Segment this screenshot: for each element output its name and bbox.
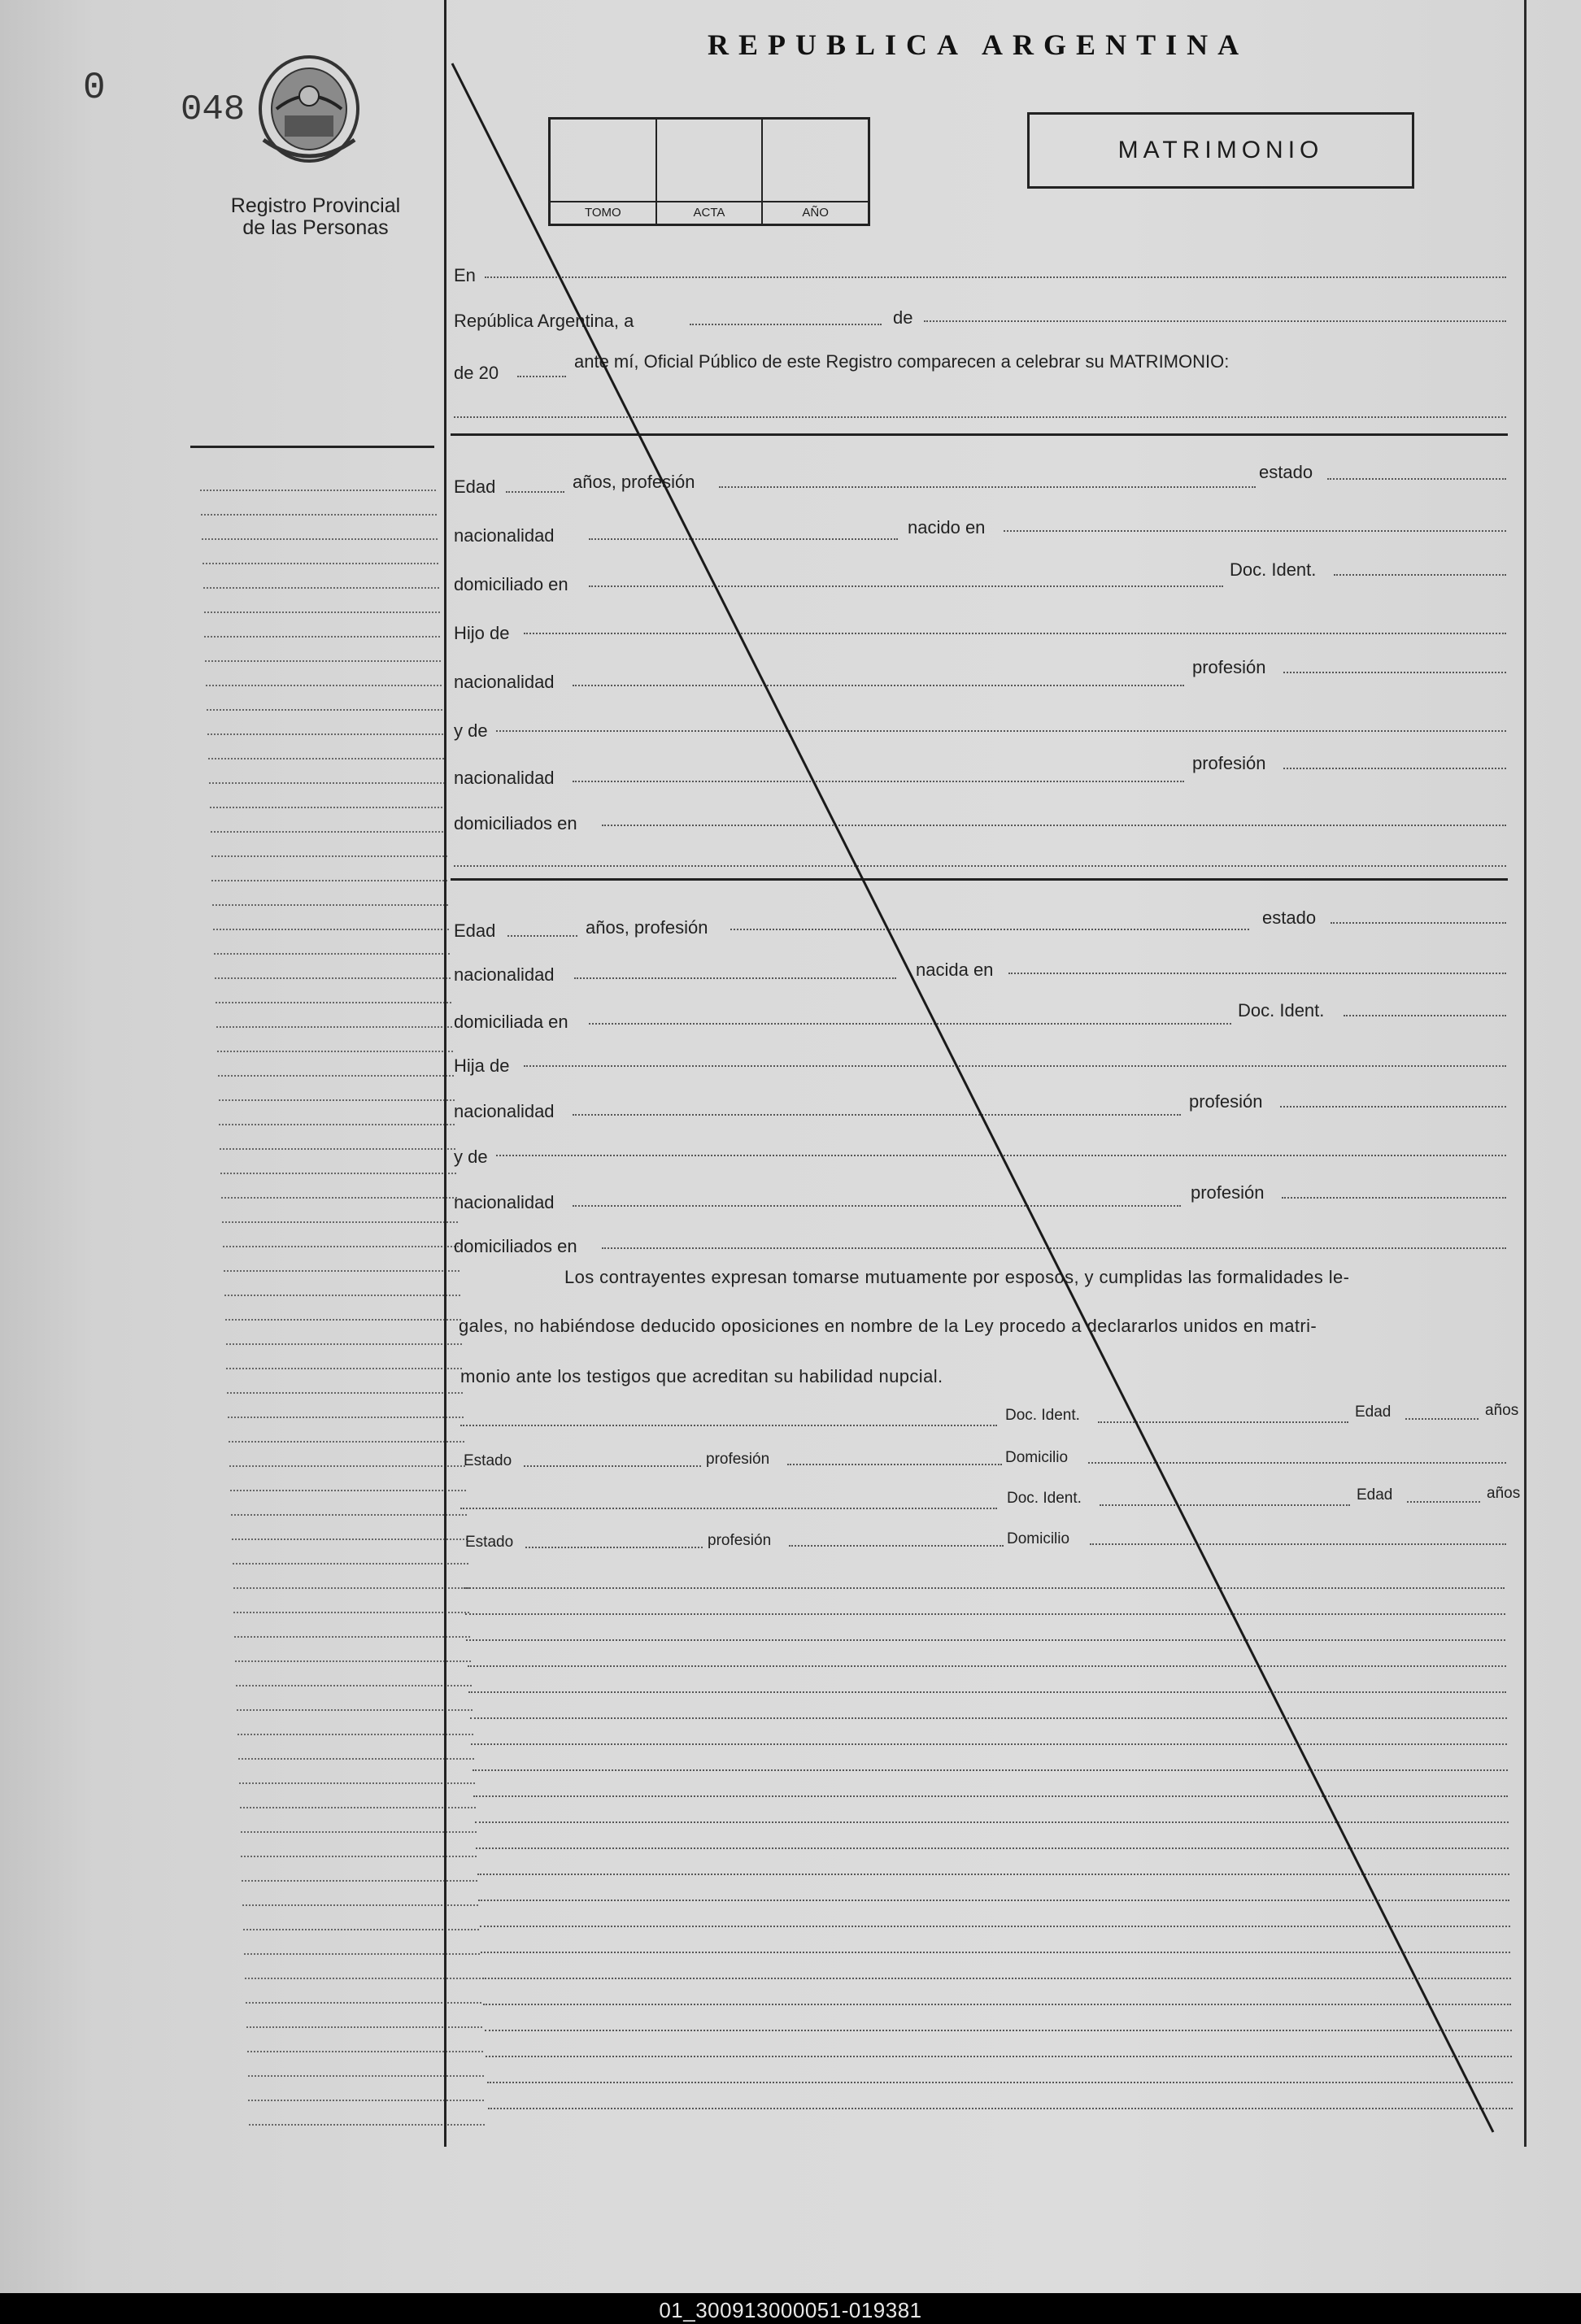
intro-statement: ante mí, Oficial Público de este Registro comparecen a celebrar su MATRIMONIO: [574,351,1230,372]
groom-mother-nacionalidad-label: nacionalidad [454,768,555,788]
year-prefix-label: de 20 [454,363,499,383]
bride-mother-nacionalidad-label: nacionalidad [454,1192,555,1212]
groom-nacido-en-label: nacido en [908,517,986,537]
bride-edad-label: Edad [454,920,496,941]
witness-1-doc-ident-label: Doc. Ident. [1005,1407,1080,1424]
registry-name-line-1: Registro Provincial [230,194,401,217]
witness-1-domicilio-label: Domicilio [1005,1449,1069,1466]
act-type-label: MATRIMONIO [1117,137,1324,163]
bride-doc-ident-label: Doc. Ident. [1238,1000,1325,1021]
witness-1-estado-label: Estado [464,1452,512,1469]
groom-father-nacionalidad-label: nacionalidad [454,672,555,692]
bride-estado-label: estado [1262,907,1317,928]
witness-2-domicilio-label: Domicilio [1007,1530,1070,1547]
bride-mother-profesion-label: profesión [1191,1182,1265,1203]
scan-footer [0,2293,1581,2324]
groom-nacionalidad-label: nacionalidad [454,525,555,546]
witness-2-doc-ident-label: Doc. Ident. [1007,1490,1082,1507]
witness-1-edad-label: Edad [1355,1404,1392,1421]
declaration-line-3: monio ante los testigos que acreditan su habilidad nupcial. [460,1366,943,1386]
groom-estado-label: estado [1259,462,1313,482]
declaration-line-1: Los contrayentes expresan tomarse mutuamente por esposos, y cumplidas las formalidades le- [564,1267,1350,1287]
groom-mother-profesion-label: profesión [1192,753,1266,773]
bride-father-profesion-label: profesión [1189,1091,1263,1112]
bride-nacionalidad-label: nacionalidad [454,964,555,985]
groom-father-profesion-label: profesión [1192,657,1266,677]
republica-label: República Argentina, a [454,311,634,331]
groom-domiciliado-en-label: domiciliado en [454,574,568,594]
bride-hija-de-label: Hija de [454,1055,510,1076]
witness-2-anios-label: años [1487,1485,1521,1502]
ano-label: AÑO [763,201,868,224]
margin-number: 0 [83,67,106,109]
registry-name-line-2: de las Personas [242,216,389,239]
witness-2-profesion-label: profesión [708,1532,772,1549]
scan-id: 01_300913000051-019381 [659,2298,922,2322]
bride-anios-profesion-label: años, profesión [586,917,708,938]
groom-anios-profesion-label: años, profesión [573,472,695,492]
bride-domiciliados-en-label: domiciliados en [454,1236,577,1256]
bride-domiciliada-en-label: domiciliada en [454,1012,568,1032]
groom-domiciliados-en-label: domiciliados en [454,813,577,833]
witness-2-edad-label: Edad [1357,1486,1393,1504]
witness-1-anios-label: años [1485,1402,1519,1419]
registry-number: 048 [181,89,246,130]
page-title: REPUBLICA ARGENTINA [708,28,1249,61]
en-label: En [454,265,476,285]
declaration-line-2: gales, no habiéndose deducido oposiciones en nombre de la Ley procedo a declararlos unidos en matri- [459,1316,1318,1336]
groom-doc-ident-label: Doc. Ident. [1230,559,1317,580]
acta-label: ACTA [657,201,762,224]
groom-hijo-de-label: Hijo de [454,623,510,643]
groom-edad-label: Edad [454,477,496,497]
bride-nacida-en-label: nacida en [916,960,994,980]
de-label: de [893,307,913,328]
bride-y-de-label: y de [454,1147,488,1167]
tomo-label: TOMO [551,201,655,224]
groom-y-de-label: y de [454,720,488,741]
witness-2-estado-label: Estado [465,1534,514,1551]
bride-father-nacionalidad-label: nacionalidad [454,1101,555,1121]
witness-1-profesion-label: profesión [706,1451,770,1468]
